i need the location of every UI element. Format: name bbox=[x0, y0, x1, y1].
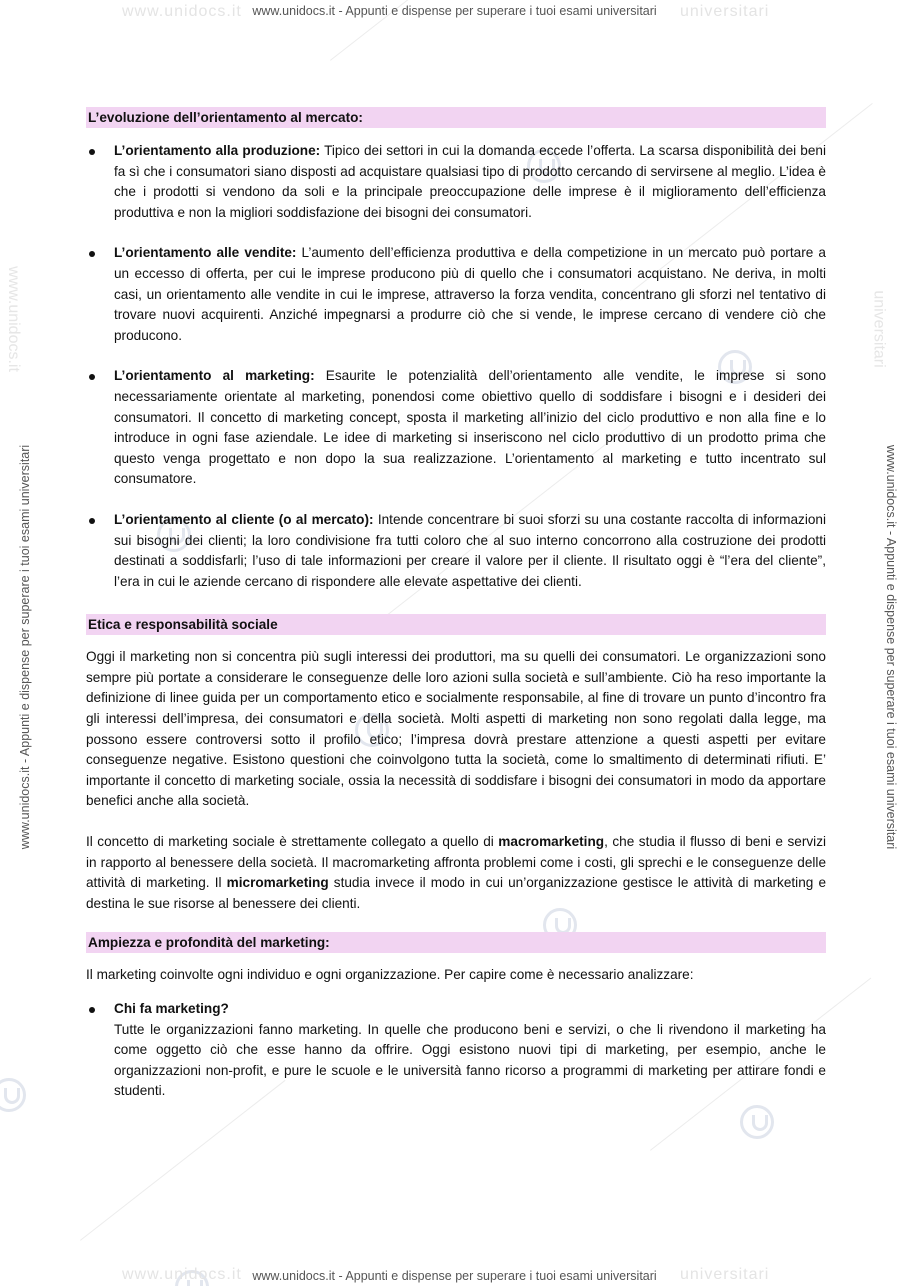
orientamento-list bbox=[86, 141, 826, 592]
watermark-line bbox=[80, 1080, 285, 1241]
watermark-ghost-top-right: universitari bbox=[680, 3, 770, 20]
list-item bbox=[86, 243, 826, 346]
watermark-ghost-top-left: www.unidocs.it bbox=[122, 3, 242, 20]
term-macromarketing: macromarketing bbox=[498, 834, 605, 850]
watermark-side-ghost-left: www.unidocs.it bbox=[4, 266, 22, 372]
bullet-icon bbox=[89, 149, 95, 155]
watermark-banner-top: www.unidocs.it - Appunti e dispense per superare i tuoi esami universitari bbox=[252, 4, 657, 18]
text-segment: , che studia il flusso di beni e servizi in rapporto al benessere della società. Il macromarketing affronta problemi come i costi, gli sprechi e le conseguenze delle attività di marketing. Il bbox=[86, 834, 827, 891]
watermark-side-ghost-right: universitari bbox=[870, 290, 888, 368]
item-term: L’orientamento alla produzione: bbox=[114, 143, 321, 158]
ampiezza-intro: Il marketing coinvolte ogni individuo e ogni organizzazione. Per capire come è necessario analizzare: bbox=[86, 967, 694, 983]
list-item bbox=[86, 141, 826, 223]
term-micromarketing: micromarketing bbox=[226, 875, 329, 891]
item-text: Intende concentrare bi suoi sforzi su una costante raccolta di informazioni sui bisogni dei clienti; la loro condivisione fra tutti coloro che al suo interno concorrono alla costruzione dei prodotti destinati a soddisfarli; l’uso di tale informazioni per creare il valore per il cliente. Il risultato oggi è “l’era del cliente”, l’era in cui le aziende cercano di rispondere alle elevate aspettative dei clienti. bbox=[114, 511, 826, 589]
list-item bbox=[86, 999, 826, 1102]
watermark-ghost-bottom-left: www.unidocs.it bbox=[122, 1266, 242, 1283]
list-item bbox=[86, 510, 826, 592]
item-text: Esaurite le potenzialità dell’orientamento alle vendite, le imprese si sono necessariamente orientate al marketing, ponendosi come obiettivo quello di soddisfare i bisogni e i desideri dei consumatori. Il concetto di marketing concept, sposta il marketing all’inizio del ciclo produttivo e non alla fine e lo introduce in ogni fase aziendale. Le idee di marketing si inseriscono nel ciclo produttivo di un prodotto prima che questo venga progettato e non dopo la sua realizzazione. L’orientamento al marketing e tutto incentrato sul consumatore. bbox=[114, 368, 826, 487]
bullet-icon bbox=[89, 374, 95, 380]
bullet-icon bbox=[89, 518, 95, 524]
document-body bbox=[86, 107, 826, 1102]
item-term: L’orientamento al marketing: bbox=[114, 368, 315, 384]
item-term: Chi fa marketing? bbox=[114, 1001, 229, 1016]
item-text: L’aumento dell’efficienza produttiva e della competizione in un mercato può portare a un eccesso di offerta, per cui le imprese producono più di quello che i consumatori acquistano. Ne deriva, in molti casi, un orientamento alle vendite in cui le imprese, attraverso la forza vendita, concentrano gli sforzi nel tentativo di trovare nuovi acquirenti. Anziché impegnarsi a produrre ciò che si vende, le imprese cercano di vendere ciò che producono. bbox=[114, 245, 826, 343]
section-heading-etica: Etica e responsabilità sociale bbox=[86, 614, 826, 635]
watermark-banner-bottom: www.unidocs.it - Appunti e dispense per superare i tuoi esami universitari bbox=[252, 1269, 657, 1283]
bullet-icon bbox=[89, 1007, 95, 1013]
item-term: L’orientamento alle vendite: bbox=[114, 245, 297, 261]
etica-paragraph-2 bbox=[86, 832, 826, 914]
ampiezza-list bbox=[86, 999, 826, 1102]
section-heading-orientamento: L’evoluzione dell’orientamento al mercato: bbox=[86, 107, 826, 128]
item-term: L’orientamento al cliente (o al mercato): bbox=[114, 511, 374, 527]
watermark-side-left: www.unidocs.it - Appunti e dispense per superare i tuoi esami universitari bbox=[18, 444, 32, 850]
item-text: Tipico dei settori in cui la domanda eccede l’offerta. La scarsa disponibilità dei beni fa sì che i consumatori siano disposti ad acquistare qualsiasi tipo di prodotto cercando di servirsene al meglio. L’idea è che i prodotti si vendono da soli e la principale preoccupazione delle imprese è il miglioramento dell’efficienza produttiva e non la migliori soddisfazione dei bisogni dei consumatori. bbox=[114, 143, 827, 220]
watermark-ghost-bottom-right: universitari bbox=[680, 1266, 770, 1283]
section-heading-ampiezza: Ampiezza e profondità del marketing: bbox=[86, 932, 826, 953]
watermark-side-right: www.unidocs.it - Appunti e dispense per superare i tuoi esami universitari bbox=[884, 444, 898, 850]
watermark-logo-icon bbox=[0, 1078, 26, 1112]
watermark-logo-icon bbox=[740, 1105, 774, 1139]
etica-paragraph-1: Oggi il marketing non si concentra più sugli interessi dei produttori, ma su quelli dei consumatori. Le organizzazioni sono sempre più portate a considerare le conseguenze delle loro azioni sulla società e sull’ambiente. Ciò ha reso importante la definizione di linee guida per un comportamento etico e socialmente responsabile, al fine di trovare un punto d’incontro fra gli interessi dell’impresa, dei consumatori e della società. Molti aspetti di marketing non sono regolati dalla legge, ma possono essere controversi sotto il profilo etico; l’impresa dovrà prestare attenzione a questi aspetti per evitare conseguenze negative. Esistono questioni che coinvolgono tutta la società, come lo smaltimento di determinati rifiuti. E’ importante il concetto di marketing sociale, ossia la necessità di soddisfare i bisogni dei consumatori in modo da apportare benefici anche alla società. bbox=[86, 649, 826, 809]
list-item bbox=[86, 366, 826, 490]
text-segment: studia invece il modo in cui un’organizzazione gestisce le attività di marketing e destina le sue risorse al benessere dei clienti. bbox=[86, 875, 827, 911]
bullet-icon bbox=[89, 251, 95, 257]
text-segment: Il concetto di marketing sociale è strettamente collegato a quello di bbox=[86, 834, 499, 850]
item-text: Tutte le organizzazioni fanno marketing. In quelle che producono beni e servizi, o che li rivendono il marketing ha come oggetto ciò che esse hanno da offrire. Oggi esistono nuovi tipi di marketing, per esempio, anche le organizzazioni non-profit, e pure le scuole e le università fanno ricorso a programmi di marketing per attirare fondi e studenti. bbox=[114, 1021, 826, 1099]
